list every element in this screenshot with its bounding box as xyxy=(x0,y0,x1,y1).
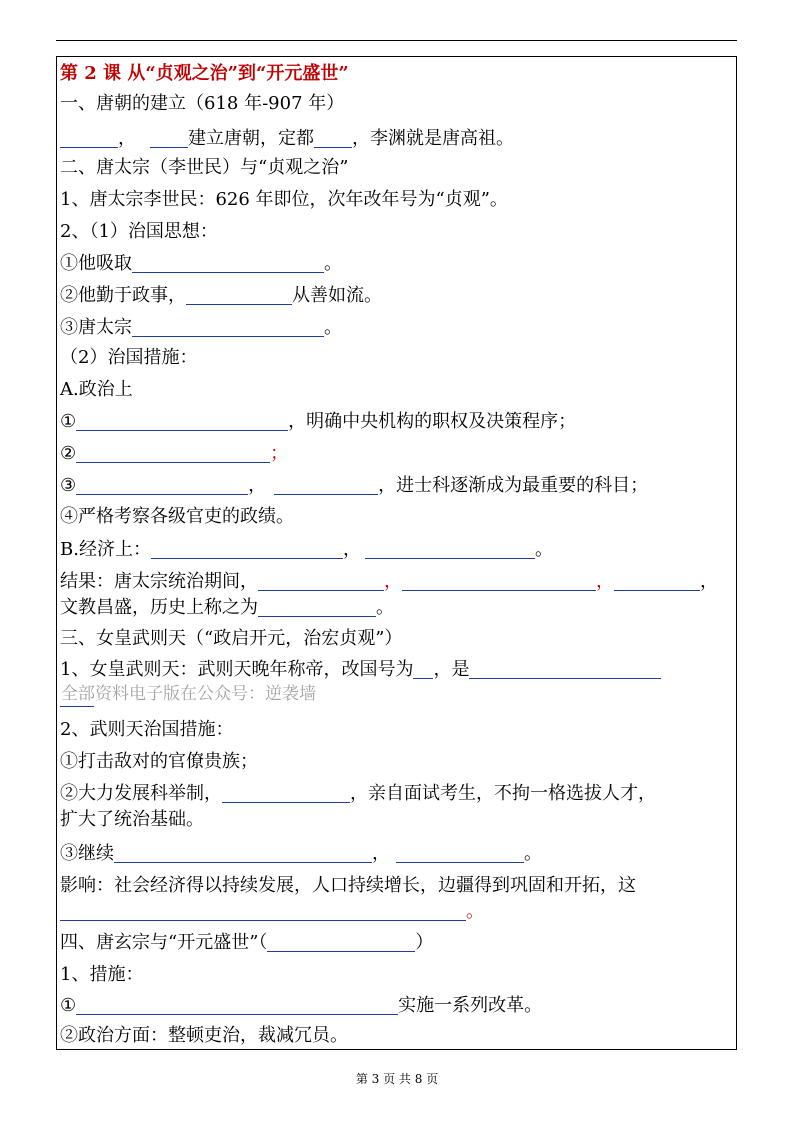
answer-blank[interactable] xyxy=(258,594,376,617)
answer-blank[interactable] xyxy=(76,440,270,463)
answer-blank[interactable] xyxy=(132,250,324,273)
section-1-heading: 一、唐朝的建立（618 年-907 年） xyxy=(60,93,345,114)
answer-blank[interactable] xyxy=(314,125,352,148)
blank-line: ③唐太宗 。 xyxy=(60,313,342,343)
answer-blank[interactable] xyxy=(60,706,94,707)
blank-line: ①他吸取 。 xyxy=(60,249,342,279)
worksheet-frame xyxy=(56,56,737,1050)
blank-line: ② ； xyxy=(60,439,288,469)
answer-blank[interactable] xyxy=(151,536,343,559)
watermark-text: 全部资料电子版在公众号：逆袭墙 xyxy=(61,684,316,704)
text-line: ④严格考察各级官吏的政绩。 xyxy=(60,506,294,527)
text-line: ②政治方面：整顿吏治，裁减冗员。 xyxy=(60,1025,348,1046)
answer-blank[interactable] xyxy=(76,472,248,495)
answer-blank[interactable] xyxy=(274,472,378,495)
blank-line: B.经济上： ， 。 xyxy=(60,535,553,565)
answer-blank[interactable] xyxy=(614,568,700,591)
answer-blank[interactable] xyxy=(258,568,384,591)
header-rule xyxy=(56,40,737,41)
answer-blank[interactable] xyxy=(132,314,324,337)
answer-blank[interactable] xyxy=(267,929,415,952)
text-line: 2、（1）治国思想： xyxy=(60,221,218,242)
answer-blank[interactable] xyxy=(150,125,188,148)
answer-blank[interactable] xyxy=(413,656,433,679)
page-footer: 第 3 页 共 8 页 xyxy=(355,1072,439,1086)
text-line: 1、唐太宗李世民：626 年即位，次年改年号为“贞观”。 xyxy=(60,189,508,210)
blank-line: 。 xyxy=(60,897,484,927)
text-line: 2、武则天治国措施： xyxy=(60,719,234,740)
section-4-heading: 四、唐玄宗与“开元盛世”（ ） xyxy=(60,928,433,958)
blank-line: ②大力发展科举制， ，亲自面试考生，不拘一格选拔人才， xyxy=(60,779,656,809)
answer-blank[interactable] xyxy=(396,840,524,863)
answer-blank[interactable] xyxy=(186,282,292,305)
blank-line: ③ ， ，进士科逐渐成为最重要的科目； xyxy=(60,471,648,501)
text-line: 扩大了统治基础。 xyxy=(60,809,204,830)
answer-blank[interactable] xyxy=(469,656,661,679)
text-line: 影响：社会经济得以持续发展，人口持续增长，边疆得到巩固和开拓，这 xyxy=(60,875,636,896)
blank-line-founding: ， 建立唐朝，定都 ，李渊就是唐高祖。 xyxy=(60,124,514,154)
answer-blank[interactable] xyxy=(60,898,466,921)
text-line: 1、措施： xyxy=(60,964,144,985)
text-line: ①打击敌对的官僚贵族； xyxy=(60,751,258,772)
blank-line: ③继续 ， 。 xyxy=(60,839,542,869)
answer-blank[interactable] xyxy=(76,992,398,1015)
blank-line: ②他勤于政事， 从善如流。 xyxy=(60,281,382,311)
text-line: （2）治国措施： xyxy=(60,347,198,368)
blank-line: 文教昌盛，历史上称之为 。 xyxy=(60,593,394,623)
answer-blank[interactable] xyxy=(60,125,118,148)
answer-blank[interactable] xyxy=(402,568,596,591)
lesson-title: 第 2 课 从“贞观之治”到“开元盛世” xyxy=(60,63,349,84)
blank-line: 1、女皇武则天：武则天晚年称帝，改国号为 ，是 xyxy=(60,655,661,685)
answer-blank[interactable] xyxy=(76,408,288,431)
answer-blank[interactable] xyxy=(114,840,372,863)
text-line: A.政治上 xyxy=(60,379,133,400)
blank-line-result: 结果：唐太宗统治期间， ， ， ， xyxy=(60,567,718,597)
blank-line: ① ，明确中央机构的职权及决策程序； xyxy=(60,407,576,437)
section-2-heading: 二、唐太宗（李世民）与“贞观之治” xyxy=(60,157,349,178)
section-3-heading: 三、女皇武则天（“政启开元，治宏贞观”） xyxy=(60,628,403,649)
answer-blank[interactable] xyxy=(365,536,535,559)
blank-line: ① 实施一系列改革。 xyxy=(60,991,542,1021)
answer-blank[interactable] xyxy=(222,780,350,803)
